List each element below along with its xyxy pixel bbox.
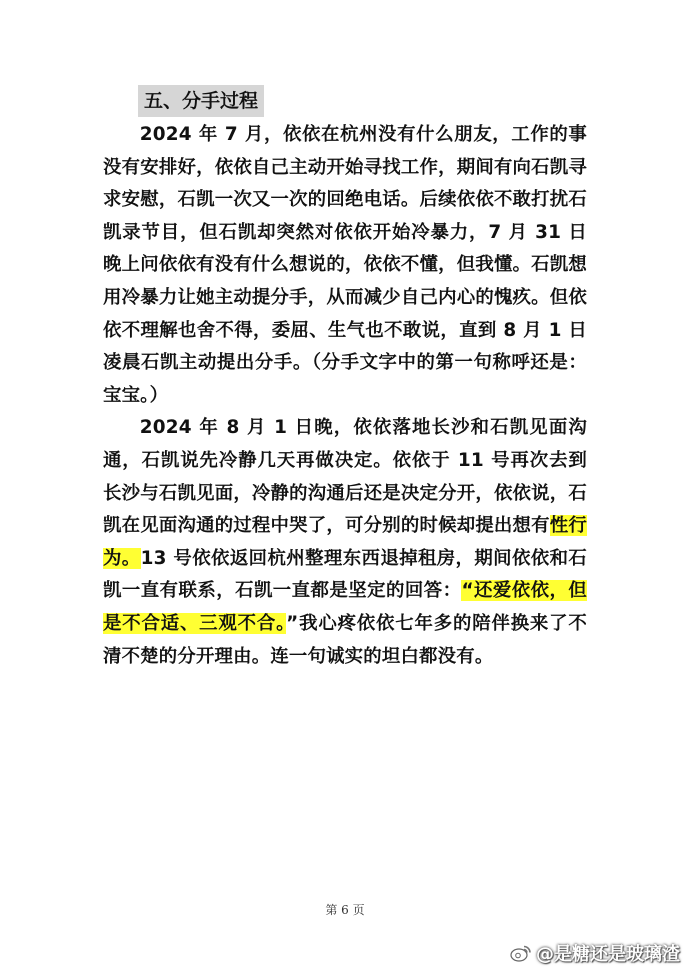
paragraph-2 (103, 412, 587, 673)
watermark-text: @是糖还是玻璃渣 (536, 944, 680, 965)
highlight-2: “还爱依依，但是不合适、三观不合。 (103, 580, 587, 634)
paragraph-1: 2024 年 7 月，依依在杭州没有什么朋友，工作的事没有安排好，依依自己主动开始寻找工作，期间有向石凯寻求安慰，石凯一次又一次的回绝电话。后续依依不敢打扰石凯录节目，但石凯却突然对依依开始冷暴力，7 月 31 日晚上问依依有没有什么想说的，依依不懂，但我懂。石凯想用冷暴力让她主动提分手，从而减少自己内心的愧疚。但依依不理解也舍不得，委屈、生气也不敢说，直到 8 月 1 日凌晨石凯主动提出分手。（分手文字中的第一句称呼还是：宝宝。） (103, 124, 587, 406)
weibo-icon (510, 944, 532, 962)
paragraph-2-part-2: 13 号依依返回杭州整理东西退掉租房，期间依依和石凯一直有联系，石凯一直都是坚定的回答： (103, 547, 587, 602)
paragraph-2-part-3: ”我心疼依依七年多的陪伴换来了不清不楚的分开理由。连一句诚实的坦白都没有。 (103, 612, 587, 667)
body-text (103, 119, 587, 673)
page-number: 第 6 页 (325, 903, 365, 917)
highlight-1: 性行为。 (103, 515, 587, 569)
paragraph-2-part-1: 2024 年 8 月 1 日晚，依依落地长沙和石凯见面沟通，石凯说先冷静几天再做决定。依依于 11 号再次去到长沙与石凯见面，冷静的沟通后还是决定分开，依依说，石凯在见面沟通的过程中哭了，可分别的时候却提出想有 (103, 417, 587, 537)
section-title: 五、分手过程 (138, 85, 264, 117)
watermark (510, 940, 680, 966)
